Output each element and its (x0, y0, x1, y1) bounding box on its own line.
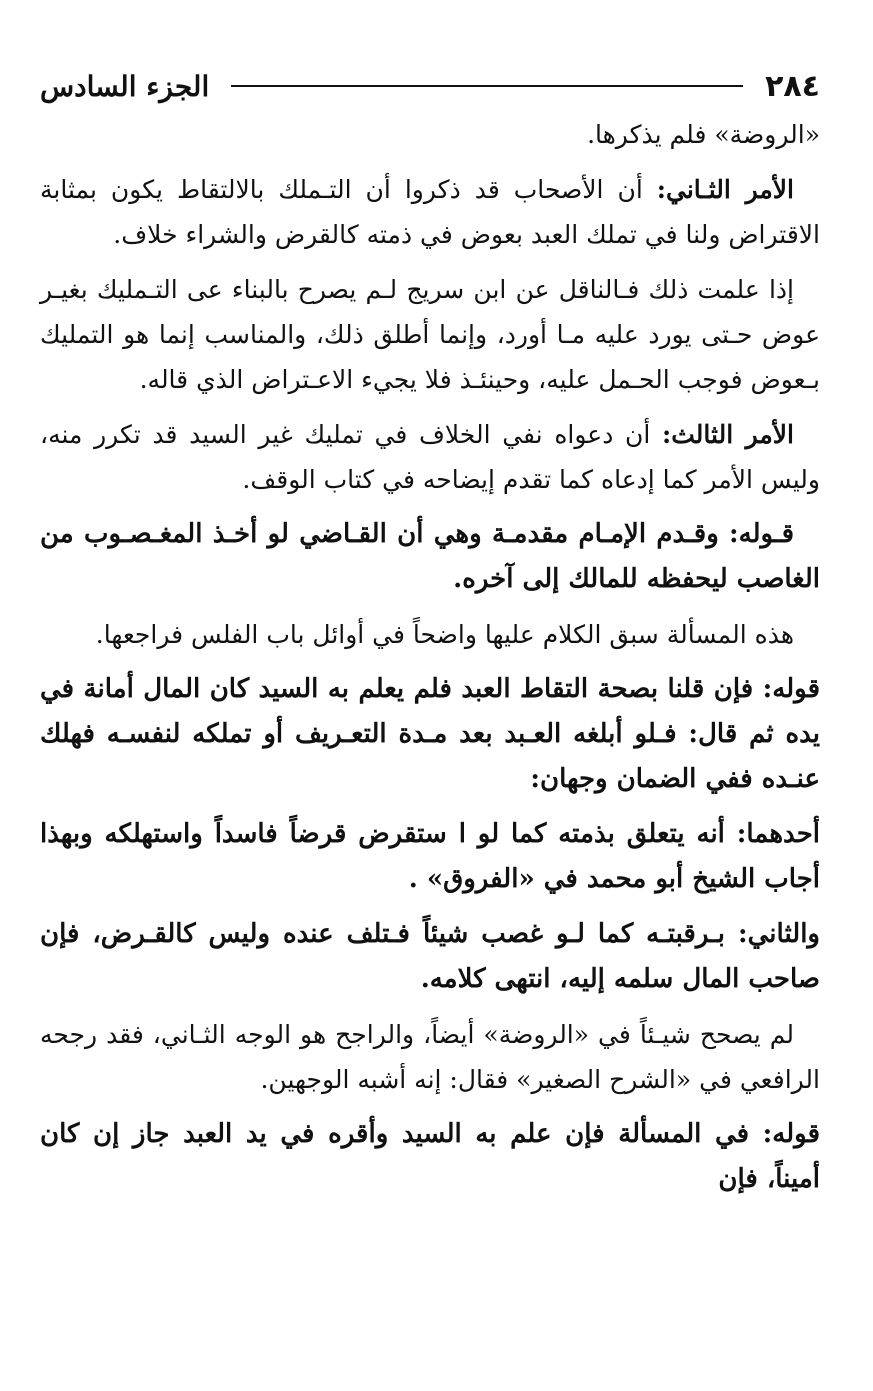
paragraph-2-text: أن الأصحاب قد ذكروا أن التـملك بالالتقاط يكون بمثابة الاقتراض ولنا في تملك العبد بعوض في ذمته كالقرض والشراء خلاف. (40, 175, 820, 249)
paragraph-4-label: الأمر الثالث: (662, 420, 794, 449)
paragraph-7 (40, 667, 820, 802)
paragraph-10 (40, 1012, 820, 1102)
page-header (40, 60, 820, 112)
paragraph-3-text: إذا علمت ذلك فـالناقل عن ابن سريج لـم يصرح بالبناء عى التـمليك بغيـر عوض حـتى يورد عليه مـا أورد، وإنما أطلق ذلك، والمناسب إنما هو التمليك بـعوض فوجب الحـمل عليه، وحينئـذ فلا يجيء الاعـتراض الذي قاله. (40, 275, 820, 394)
paragraph-9 (40, 912, 820, 1002)
paragraph-5 (40, 512, 820, 602)
paragraph-4 (40, 412, 820, 502)
paragraph-2 (40, 167, 820, 257)
paragraph-3 (40, 267, 820, 402)
page-number: ٢٨٤ (765, 68, 820, 104)
paragraph-7-text: قوله: فإن قلنا بصحة التقاط العبد فلم يعلم به السيد كان المال أمانة في يده ثم قال: فـلو أبلغه العـبد بعد مـدة التعـريف أو تملكه لنفسـه فهلك عنـده ففي الضمان وجهان: (40, 674, 820, 794)
paragraph-8-text: أحدهما: أنه يتعلق بذمته كما لو ا ستقرض قرضاً فاسداً واستهلكه وبهذا أجاب الشيخ أبو محمد في «الفروق» . (40, 819, 820, 894)
paragraph-4-text: أن دعواه نفي الخلاف في تمليك غير السيد قد تكرر منه، وليس الأمر كما إدعاه كما تقدم إيضاحه في كتاب الوقف. (40, 420, 820, 494)
page-body (40, 112, 820, 1202)
header-rule (231, 85, 743, 87)
paragraph-1-text: «الروضة» فلم يذكرها. (587, 120, 820, 149)
paragraph-9-text: والثاني: بـرقبتـه كما لـو غصب شيئاً فـتلف عنده وليس كالقـرض، فإن صاحب المال سلمه إليه، انتهى كلامه. (40, 919, 820, 994)
paragraph-10-text: لم يصحح شيـئاً في «الروضة» أيضاً، والراجح هو الوجه الثـاني، فقد رجحه الرافعي في «الشرح الصغير» فقال: إنه أشبه الوجهين. (40, 1020, 820, 1094)
paragraph-11-text: قوله: في المسألة فإن علم به السيد وأقره في يد العبد جاز إن كان أميناً، فإن (40, 1119, 820, 1194)
paragraph-5-text: قـوله: وقـدم الإمـام مقدمـة وهي أن القـاضي لو أخـذ المغـصـوب من الغاصب ليحفظه للمالك إلى آخره. (40, 519, 820, 594)
paragraph-6-text: هذه المسألة سبق الكلام عليها واضحاً في أوائل باب الفلس فراجعها. (95, 620, 794, 649)
paragraph-1 (40, 112, 820, 157)
paragraph-6 (40, 612, 820, 657)
paragraph-2-label: الأمر الثـاني: (656, 175, 794, 204)
part-title: الجزء السادس (40, 69, 210, 103)
paragraph-11 (40, 1112, 820, 1202)
book-page (40, 60, 820, 1212)
paragraph-8 (40, 812, 820, 902)
